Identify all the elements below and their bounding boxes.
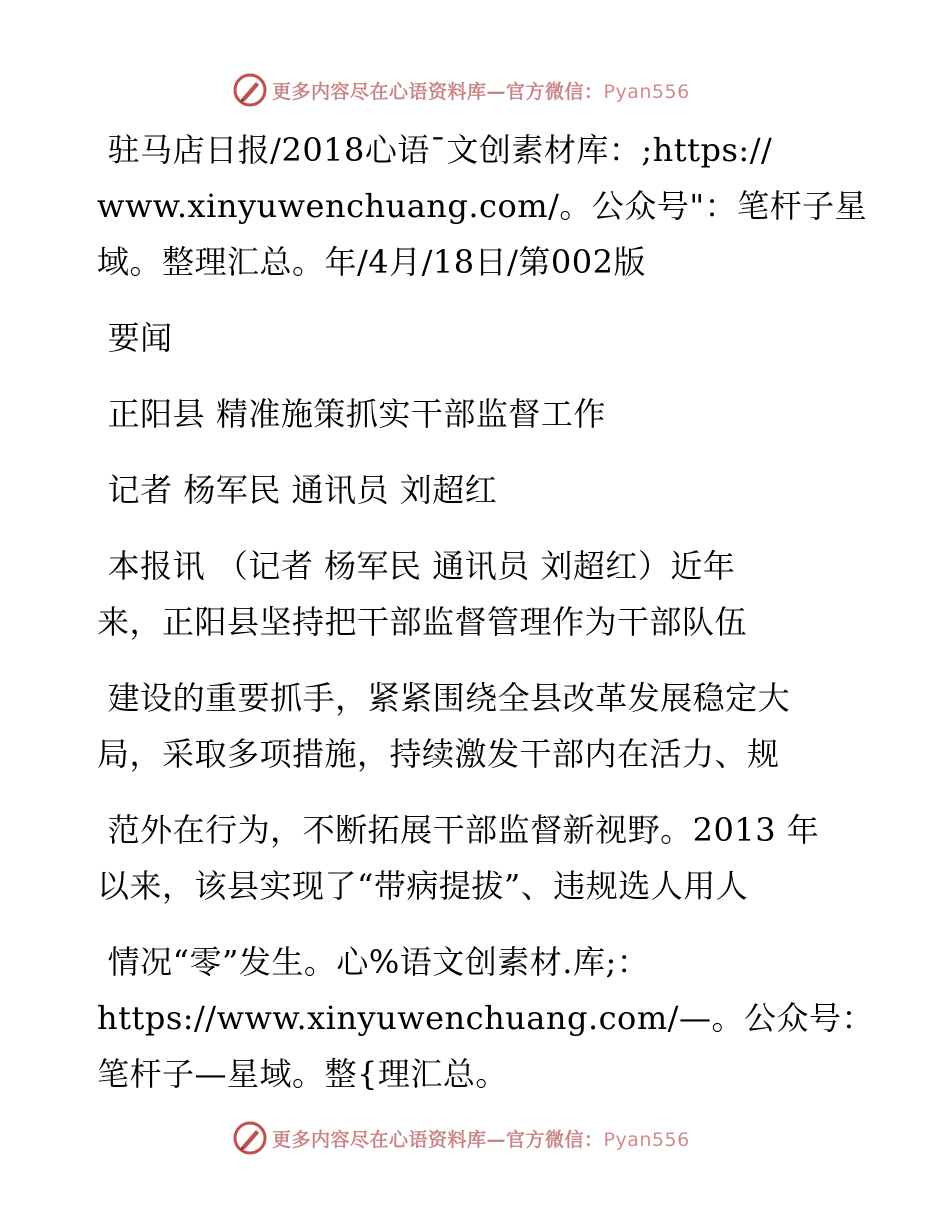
header-banner xyxy=(232,70,752,110)
pen-logo-icon xyxy=(232,1120,268,1156)
banner-text: 更多内容尽在心语资料库—官方微信：Pyan556 xyxy=(272,1128,690,1151)
text-line: 域。整理汇总。年/4月/18日/第002版 xyxy=(97,243,647,281)
pen-logo-icon xyxy=(232,72,268,108)
article-title: 正阳县 精准施策抓实干部监督工作 xyxy=(97,395,606,433)
banner-text: 更多内容尽在心语资料库—官方微信：Pyan556 xyxy=(272,80,690,103)
text-line: 来，正阳县坚持把干部监督管理作为干部队伍 xyxy=(97,603,748,641)
text-line: www.xinyuwenchuang.com/。公众号"：笔杆子星 xyxy=(97,187,868,225)
text-line: 以来，该县实现了“带病提拔”、违规选人用人 xyxy=(97,867,749,905)
footer-banner xyxy=(232,1118,752,1158)
text-line: https://www.xinyuwenchuang.com/—。公众号： xyxy=(97,999,874,1037)
text-line: 本报讯 （记者 杨军民 通讯员 刘超红）近年 xyxy=(97,547,736,585)
byline: 记者 杨军民 通讯员 刘超红 xyxy=(97,471,498,509)
text-line: 建设的重要抓手，紧紧围绕全县改革发展稳定大 xyxy=(97,679,791,717)
text-line: 范外在行为，不断拓展干部监督新视野。2013 年 xyxy=(97,811,820,849)
text-line: 驻马店日报/2018心语¯文创素材库：;https:// xyxy=(97,131,773,169)
text-line: 情况“零”发生。心%语文创素材.库;： xyxy=(97,943,650,981)
section-label: 要闻 xyxy=(97,319,173,357)
text-line: 局，采取多项措施，持续激发干部内在活力、规 xyxy=(97,735,780,773)
article-body xyxy=(97,122,874,1102)
text-line: 笔杆子—星域。整{理汇总。 xyxy=(97,1055,508,1093)
